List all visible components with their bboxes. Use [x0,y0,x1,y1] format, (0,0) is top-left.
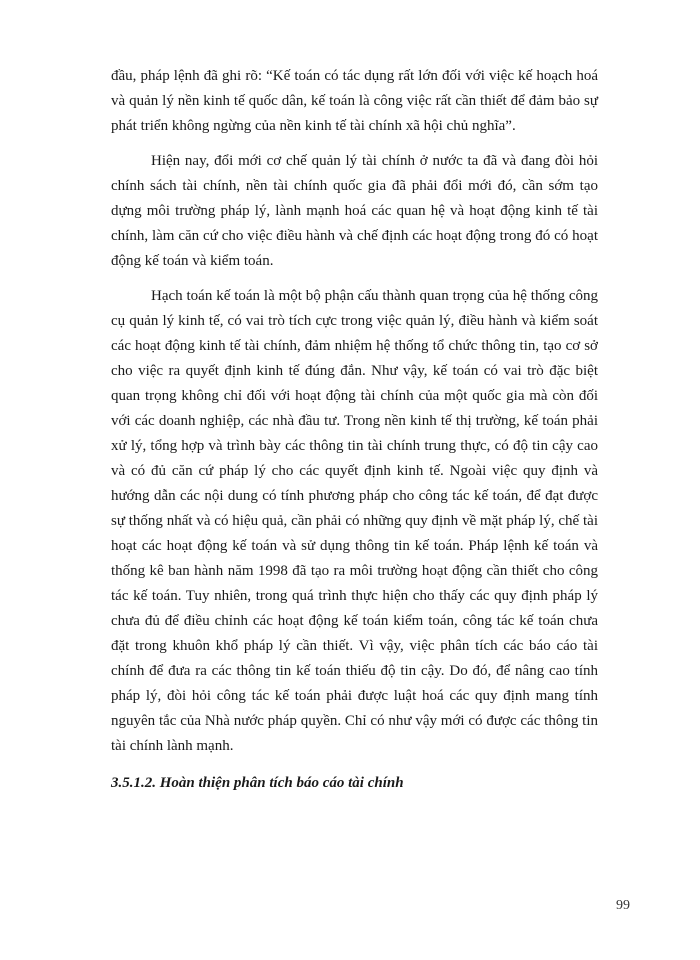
paragraph-continuation: đầu, pháp lệnh đã ghi rõ: “Kế toán có tác dụng rất lớn đối với việc kế hoạch hoá và quản lý nền kinh tế quốc dân, kế toán là công việc rất cần thiết để đảm bảo sự phát triển không ngừng của nền kinh tế tài chính xã hội chủ nghĩa”. [111,68,598,134]
page-number: 99 [616,898,630,913]
section-heading: 3.5.1.2. Hoàn thiện phân tích báo cáo tài chính [111,775,404,791]
page-content [111,64,598,796]
paragraph-financial-reform: Hiện nay, đổi mới cơ chế quản lý tài chính ở nước ta đã và đang đòi hỏi chính sách tài chính, nền tài chính quốc gia đã phải đổi mới đó, cần sớm tạo dựng môi trường pháp lý, lành mạnh hoá các quan hệ và hoạt động kinh tế tài chính, làm căn cứ cho việc điều hành và chế định các hoạt động trong đó có hoạt động kế toán và kiểm toán. [111,153,598,269]
paragraph-accounting-role: Hạch toán kế toán là một bộ phận cấu thành quan trọng của hệ thống công cụ quản lý kinh tế, có vai trò tích cực trong việc quản lý, điều hành và kiểm soát các hoạt động kinh tế tài chính, đảm nhiệm hệ thống tổ chức thông tin, tạo cơ sở cho việc ra quyết định kinh tế đúng đắn. Như vậy, kế toán có vai trò đặc biệt quan trọng không chỉ đối với hoạt động tài chính của một quốc gia mà còn đối với các doanh nghiệp, các nhà đầu tư. Trong nền kinh tế thị trường, kế toán phải xử lý, tổng hợp và trình bày các thông tin tài chính trung thực, có độ tin cậy cao và có đủ căn cứ pháp lý cho các quyết định kinh tế. Ngoài việc quy định và hướng dẫn các nội dung có tính phương pháp cho công tác kế toán, để đạt được sự thống nhất và có hiệu quả, cần phải có những quy định về mặt pháp lý, chế tài hoạt các hoạt động kế toán và sử dụng thông tin kế toán. Pháp lệnh kế toán và thống kê ban hành năm 1998 đã tạo ra môi trường hoạt động cần thiết cho công tác kế toán. Tuy nhiên, trong quá trình thực hiện cho thấy các quy định pháp lý chưa đủ để điều chỉnh các hoạt động kế toán kiểm toán, công tác kế toán chưa đặt trong khuôn khổ pháp lý cần thiết. Vì vậy, việc phân tích các báo cáo tài chính để đưa ra các thông tin kế toán thiếu độ tin cậy. Do đó, để nâng cao tính pháp lý, đòi hỏi công tác kế toán phải được luật hoá các quy định mang tính nguyên tắc của Nhà nước pháp quyền. Chỉ có như vậy mới có được các thông tin tài chính lành mạnh. [111,288,598,754]
